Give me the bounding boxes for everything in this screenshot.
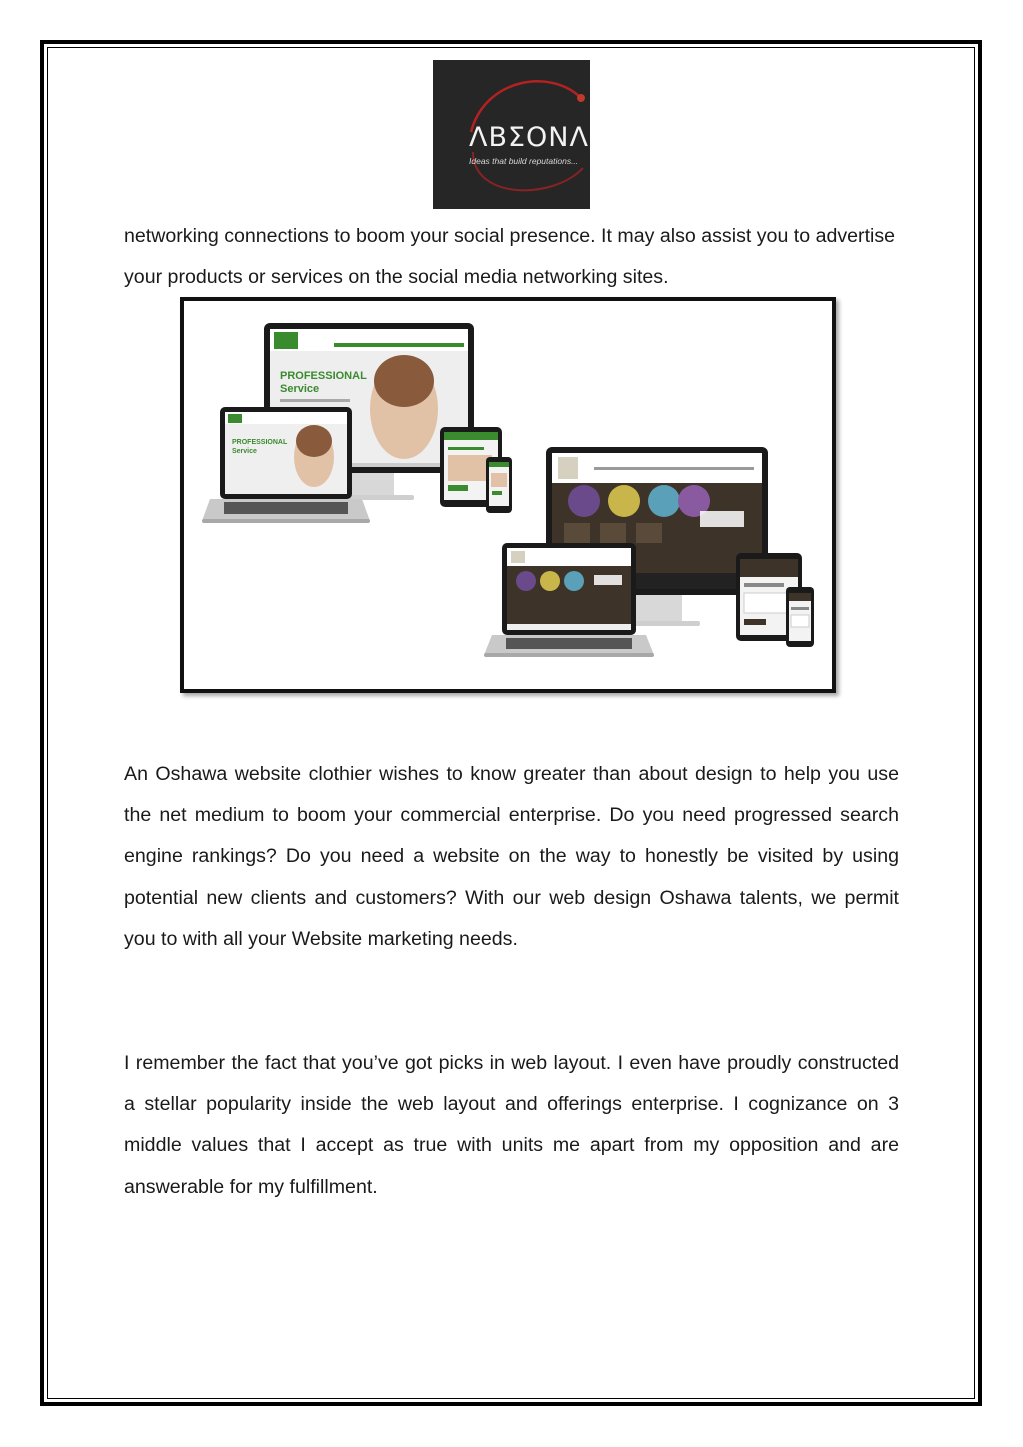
logo-tagline: Ideas that build reputations... xyxy=(469,156,579,166)
mockup-headline-2: Service xyxy=(280,383,320,395)
laptop-headline-1: PROFESSIONAL xyxy=(232,439,288,446)
phone-1 xyxy=(486,457,512,513)
paragraph-core-values: I remember the fact that you’ve got picks in web layout. I even have proudly constructed a stellar popularity inside the web layout and offerings enterprise. I cognizance on 3 middle values that I accept as true with units me apart from my opposition and are answerable for my fulfillment. xyxy=(124,1052,899,1198)
laptop-headline-2: Service xyxy=(232,448,257,455)
paragraph-intro: networking connections to boom your social presence. It may also assist you to advertise your products or services on the social media networking sites. xyxy=(124,225,896,289)
devices-illustration xyxy=(184,301,832,689)
mockup-headline-1: PROFESSIONAL xyxy=(280,370,367,382)
laptop-1 xyxy=(202,407,370,523)
phone-2 xyxy=(786,587,814,647)
logo-wordmark: ΛΒΣΟΝΛ xyxy=(469,122,589,153)
paragraph-oshawa-design: An Oshawa website clothier wishes to know greater than about design to help you use the net medium to boom your commercial enterprise. Do you need progressed search engine rankings? Do you need a website on the way to honestly be visited by using potential new clients and customers? With our web design Oshawa talents, we permit you to with all your Website marketing needs. xyxy=(124,763,899,950)
laptop-2 xyxy=(484,543,654,657)
abeona-logo xyxy=(433,60,590,209)
responsive-devices-image xyxy=(180,297,836,693)
